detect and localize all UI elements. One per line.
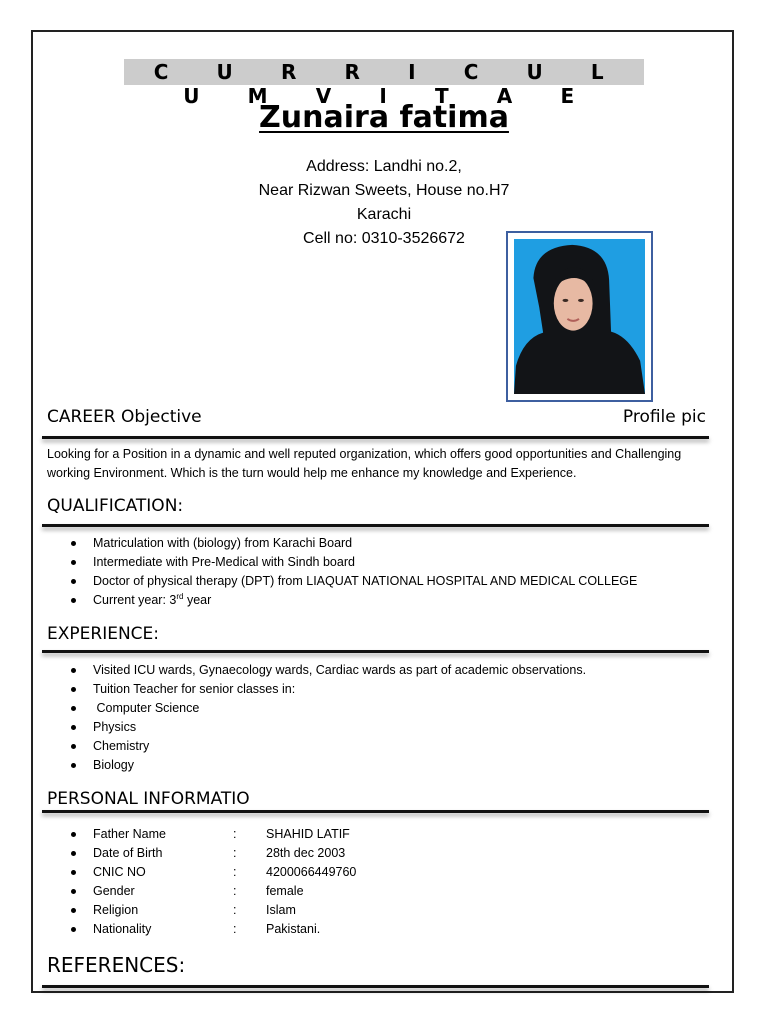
experience-title: EXPERIENCE: [47, 624, 160, 644]
section-divider [42, 650, 709, 653]
address-line-1: Address: Landhi no.2, [306, 158, 462, 175]
list-item: Biology [93, 756, 586, 775]
row-value: SHAHID LATIF [266, 827, 350, 841]
address-line-2: Near Rizwan Sweets, House no.H7 [258, 182, 510, 199]
section-divider [42, 524, 709, 527]
cv-banner [124, 59, 644, 108]
career-objective-text: Looking for a Position in a dynamic and well reputed organization, which offers good opportunities and Challenging working Environment. Which is the turn would help me enhance my knowledge and Experience. [47, 447, 682, 480]
address-line-3: Karachi [356, 206, 412, 223]
list-item: Physics [93, 718, 586, 737]
qualification-list [93, 534, 637, 610]
row-label: Father Name [93, 827, 166, 841]
section-divider [42, 810, 709, 813]
list-item: Matriculation with (biology) from Karachi Board [93, 534, 637, 553]
personal-row-religion [93, 901, 356, 920]
personal-info-list [93, 825, 356, 939]
row-separator: : [233, 827, 237, 841]
list-item: Computer Science [93, 699, 586, 718]
portrait-illustration [514, 239, 645, 394]
personal-row-gender [93, 882, 356, 901]
row-value: Pakistani. [266, 922, 321, 936]
row-separator: : [233, 846, 237, 860]
candidate-name [0, 100, 768, 135]
personal-row-date-of-birth [93, 844, 356, 863]
cv-banner-text: C U R R I C U L U M V I T A E [153, 60, 625, 108]
profile-photo-image [514, 239, 645, 394]
current-year-suffix: year [183, 593, 212, 607]
row-separator: : [233, 903, 237, 917]
personal-info-title: PERSONAL INFORMATIO [47, 789, 250, 809]
section-divider [42, 985, 709, 988]
current-year-ordinal: rd [176, 591, 184, 601]
row-separator: : [233, 865, 237, 879]
current-year-prefix: Current year: 3 [93, 593, 177, 607]
list-item: Chemistry [93, 737, 586, 756]
personal-row-cnic [93, 863, 356, 882]
section-divider [42, 436, 709, 439]
row-value: Islam [266, 903, 296, 917]
list-item: Doctor of physical therapy (DPT) from LIAQUAT NATIONAL HOSPITAL AND MEDICAL COLLEGE [93, 572, 637, 591]
row-value: 4200066449760 [266, 865, 357, 879]
profile-photo [506, 231, 653, 402]
row-label: Religion [93, 903, 139, 917]
cell-number: Cell no: 0310-3526672 [303, 230, 465, 247]
personal-row-father-name [93, 825, 356, 844]
list-item: Tuition Teacher for senior classes in: [93, 680, 586, 699]
career-objective-title: CAREER Objective [47, 407, 202, 427]
list-item: Visited ICU wards, Gynaecology wards, Cardiac wards as part of academic observations. [93, 661, 586, 680]
row-label: Date of Birth [93, 846, 163, 860]
row-separator: : [233, 884, 237, 898]
row-value: 28th dec 2003 [266, 846, 346, 860]
references-title: REFERENCES: [47, 953, 186, 977]
row-separator: : [233, 922, 237, 936]
experience-list [93, 661, 586, 775]
row-label: Gender [93, 884, 135, 898]
list-item-current-year [93, 591, 637, 610]
row-label: CNIC NO [93, 865, 146, 879]
candidate-name-text: Zunaira fatima [259, 100, 509, 135]
qualification-title: QUALIFICATION: [47, 496, 184, 516]
personal-row-nationality [93, 920, 356, 939]
row-value: female [266, 884, 304, 898]
list-item: Intermediate with Pre-Medical with Sindh board [93, 553, 637, 572]
row-label: Nationality [93, 922, 152, 936]
profile-pic-label: Profile pic [622, 407, 706, 427]
